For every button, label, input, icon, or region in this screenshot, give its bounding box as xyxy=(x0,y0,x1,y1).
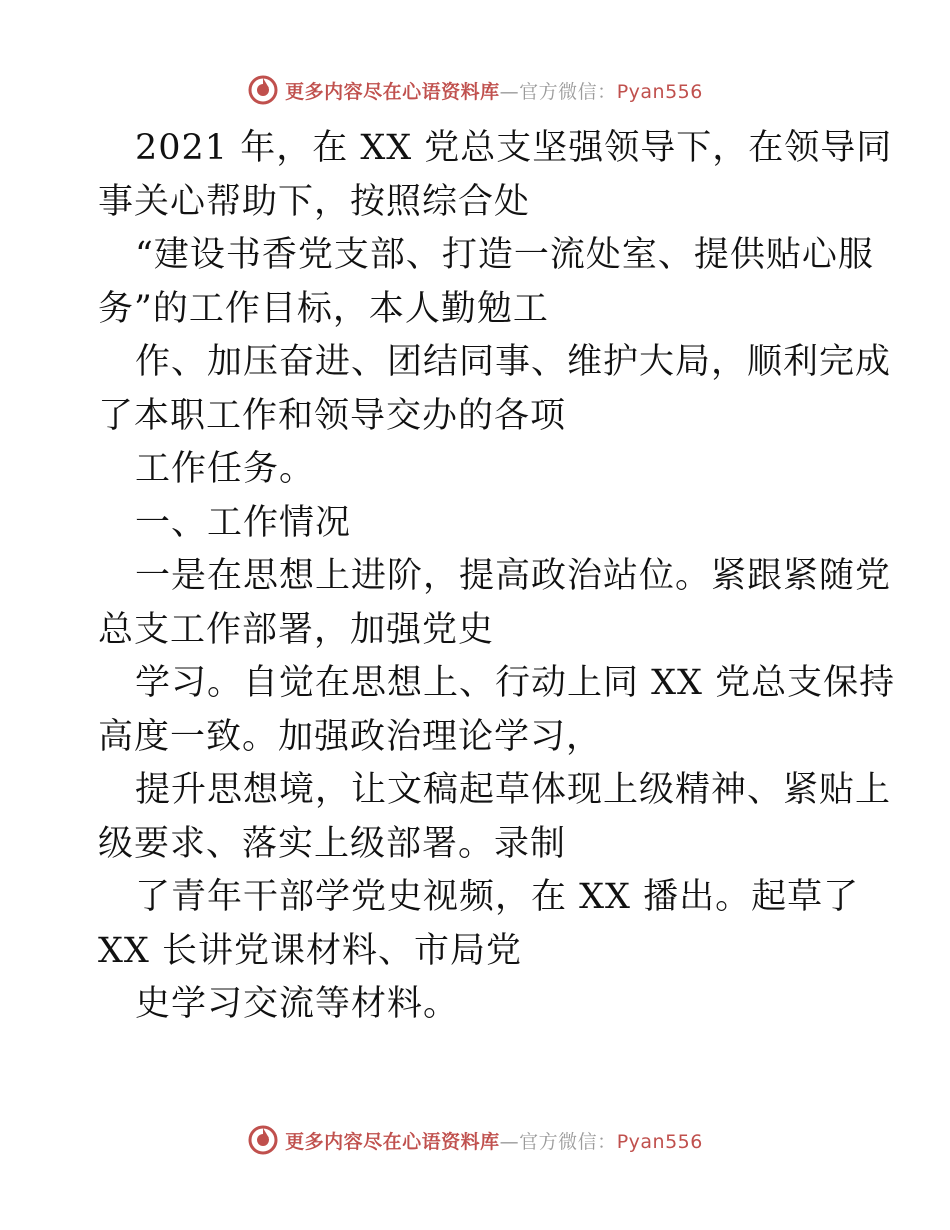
paragraph-line: 级要求、落实上级部署。录制 xyxy=(98,823,567,864)
footer-banner-text xyxy=(285,1127,703,1154)
paragraph-line: 提升思想境，让文稿起草体现上级精神、紧贴上 xyxy=(135,770,892,810)
footer-banner xyxy=(0,1120,950,1160)
header-wechat-id: Pyan556 xyxy=(616,80,703,103)
paragraph-line: 史学习交流等材料。 xyxy=(135,984,460,1024)
paragraph-line: 学习。自觉在思想上、行动上同 XX 党总支保持 xyxy=(135,663,896,703)
paragraph-line: 作、加压奋进、团结同事、维护大局，顺利完成 xyxy=(135,342,892,382)
paragraph-line: 一是在思想上进阶，提高政治站位。紧跟紧随党 xyxy=(135,556,892,596)
section-heading: 一、工作情况 xyxy=(135,502,352,543)
footer-wechat-id: Pyan556 xyxy=(616,1130,703,1153)
paragraph-line: “建设书香党支部、打造一流处室、提供贴心服 xyxy=(135,235,874,275)
paragraph-line: 总支工作部署，加强党史 xyxy=(98,609,495,650)
paragraph-line: 务”的工作目标，本人勤勉工 xyxy=(98,288,549,329)
footer-brand-text: 更多内容尽在心语资料库 xyxy=(285,1130,500,1153)
paragraph-line: 2021 年，在 XX 党总支坚强领导下，在领导同 xyxy=(135,128,893,168)
paragraph-line: XX 长讲党课材料、市局党 xyxy=(98,930,522,971)
paragraph-line: 工作任务。 xyxy=(135,449,316,489)
footer-separator-text: —官方微信： xyxy=(499,1130,617,1153)
paragraph-line: 高度一致。加强政治理论学习， xyxy=(98,716,603,757)
paragraph-line: 了青年干部学党史视频，在 XX 播出。起草了 xyxy=(135,877,860,917)
header-brand-text: 更多内容尽在心语资料库 xyxy=(285,80,500,103)
header-separator-text: —官方微信： xyxy=(499,80,617,103)
header-banner xyxy=(0,70,950,110)
paragraph-line: 了本职工作和领导交办的各项 xyxy=(98,395,567,436)
header-banner-text xyxy=(285,77,703,104)
brand-logo-icon xyxy=(247,74,279,106)
document-body xyxy=(98,122,896,1032)
paragraph-line: 事关心帮助下，按照综合处 xyxy=(98,181,531,222)
brand-logo-icon xyxy=(247,1124,279,1156)
